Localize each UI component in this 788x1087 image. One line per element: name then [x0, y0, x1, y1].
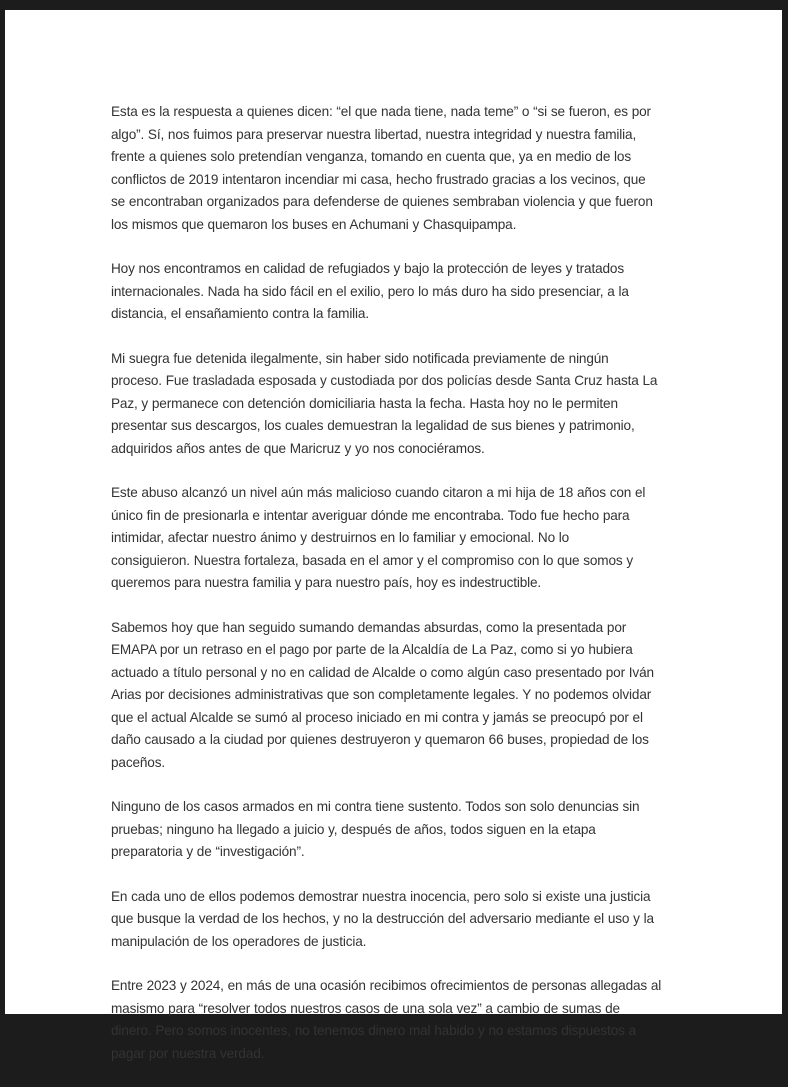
paragraph-line: intimidar, afectar nuestro ánimo y destruirnos en lo familiar y emocional. No lo [111, 530, 570, 545]
paragraph-line: algo”. Sí, nos fuimos para preservar nuestra libertad, nuestra integridad y nuestra familia, [111, 126, 637, 142]
paragraph-line: queremos para nuestra familia y para nuestro país, hoy es indestructible. [111, 575, 542, 590]
document-page [5, 10, 782, 1061]
paragraph-line: los mismos que quemaron los buses en Achumani y Chasquipampa. [111, 216, 517, 232]
paragraph [111, 796, 671, 864]
paragraph-line: Mi suegra fue detenida ilegalmente, sin haber sido notificada previamente de ningún [111, 350, 609, 366]
paragraph-line: proceso. Fue trasladada esposada y custodiada por dos policías desde Santa Cruz hasta La [111, 373, 658, 388]
paragraph-line: En cada uno de ellos podemos demostrar nuestra inocencia, pero solo si existe una justicia [111, 888, 651, 904]
paragraph-line: daño causado a la ciudad por quienes destruyeron y quemaron 66 buses, propiedad de los [111, 732, 649, 747]
paragraph [111, 348, 671, 461]
paragraph-line: adquiridos años antes de que Maricruz y yo nos conociéramos. [111, 440, 485, 456]
paragraph-line: manipulación de los operadores de justicia. [111, 933, 367, 949]
paragraph [111, 975, 671, 1065]
paragraph-line: preparatoria y de “investigación”. [111, 844, 305, 859]
paragraph-line: Arias por decisiones administrativas que son completamente legales. Y no podemos olvidar [111, 687, 652, 702]
paragraph-line: Entre 2023 y 2024, en más de una ocasión recibimos ofrecimientos de personas allegadas al [111, 978, 662, 993]
paragraph-line: EMAPA por un retraso en el pago por parte de la Alcaldía de La Paz, como si yo hubiera [111, 642, 633, 657]
paragraph-line: Este abuso alcanzó un nivel aún más malicioso cuando citaron a mi hija de 18 años con el [111, 485, 646, 500]
paragraph-line: Ninguno de los casos armados en mi contra tiene sustento. Todos son solo denuncias sin [111, 799, 640, 814]
paragraph [111, 482, 671, 595]
paragraph-line: conflictos de 2019 intentaron incendiar mi casa, hecho frustrado gracias a los vecinos, que [111, 171, 646, 187]
paragraph-line: que busque la verdad de los hechos, y no la destrucción del adversario mediante el uso y la [111, 911, 654, 926]
paragraph-line: frente a quienes solo pretendían venganza, tomando en cuenta que, ya en medio de los [111, 149, 631, 164]
paragraph-line: único fin de presionarla e intentar averiguar dónde me encontraba. Todo fue hecho para [111, 507, 630, 523]
paragraph-line: dinero. Pero somos inocentes, no tenemos dinero mal habido y no estamos dispuestos a [111, 1023, 636, 1038]
paragraph-line: se encontraban organizados para defenderse de quienes sembraban violencia y que fueron [111, 194, 653, 209]
paragraph-line: pruebas; ninguno ha llegado a juicio y, después de años, todos siguen en la etapa [111, 821, 596, 837]
document-body [111, 101, 671, 1087]
paragraph-line: que el actual Alcalde se sumó al proceso iniciado en mi contra y jamás se preocupó por el [111, 709, 643, 725]
paragraph-line: internacionales. Nada ha sido fácil en el exilio, pero lo más duro ha sido presenciar, a la [111, 283, 629, 299]
paragraph-line: consiguieron. Nuestra fortaleza, basada en el amor y el compromiso con lo que somos y [111, 552, 633, 568]
paragraph-line: pagar por nuestra verdad. [111, 1045, 265, 1061]
paragraph-line: paceños. [111, 754, 165, 770]
paragraph-line: distancia, el ensañamiento contra la familia. [111, 306, 369, 321]
paragraph-line: Hoy nos encontramos en calidad de refugiados y bajo la protección de leyes y tratados [111, 261, 624, 276]
paragraph-line: actuado a título personal y no en calidad de Alcalde o como algún caso presentado por Iván [111, 664, 654, 680]
paragraph-line: Sabemos hoy que han seguido sumando demandas absurdas, como la presentada por [111, 619, 627, 635]
paragraph [111, 101, 671, 236]
paragraph [111, 617, 671, 775]
paragraph-line: Paz, y permanece con detención domiciliaria hasta la fecha. Hasta hoy no le permiten [111, 395, 618, 411]
paragraph-line: masismo para “resolver todos nuestros casos de una sola vez” a cambio de sumas de [111, 1000, 620, 1016]
paragraph [111, 886, 671, 954]
paragraph-line: Esta es la respuesta a quienes dicen: “el que nada tiene, nada teme” o “si se fueron, es por [111, 104, 651, 119]
paragraph [111, 258, 671, 326]
paragraph-line: presentar sus descargos, los cuales demuestran la legalidad de sus bienes y patrimonio, [111, 418, 635, 433]
